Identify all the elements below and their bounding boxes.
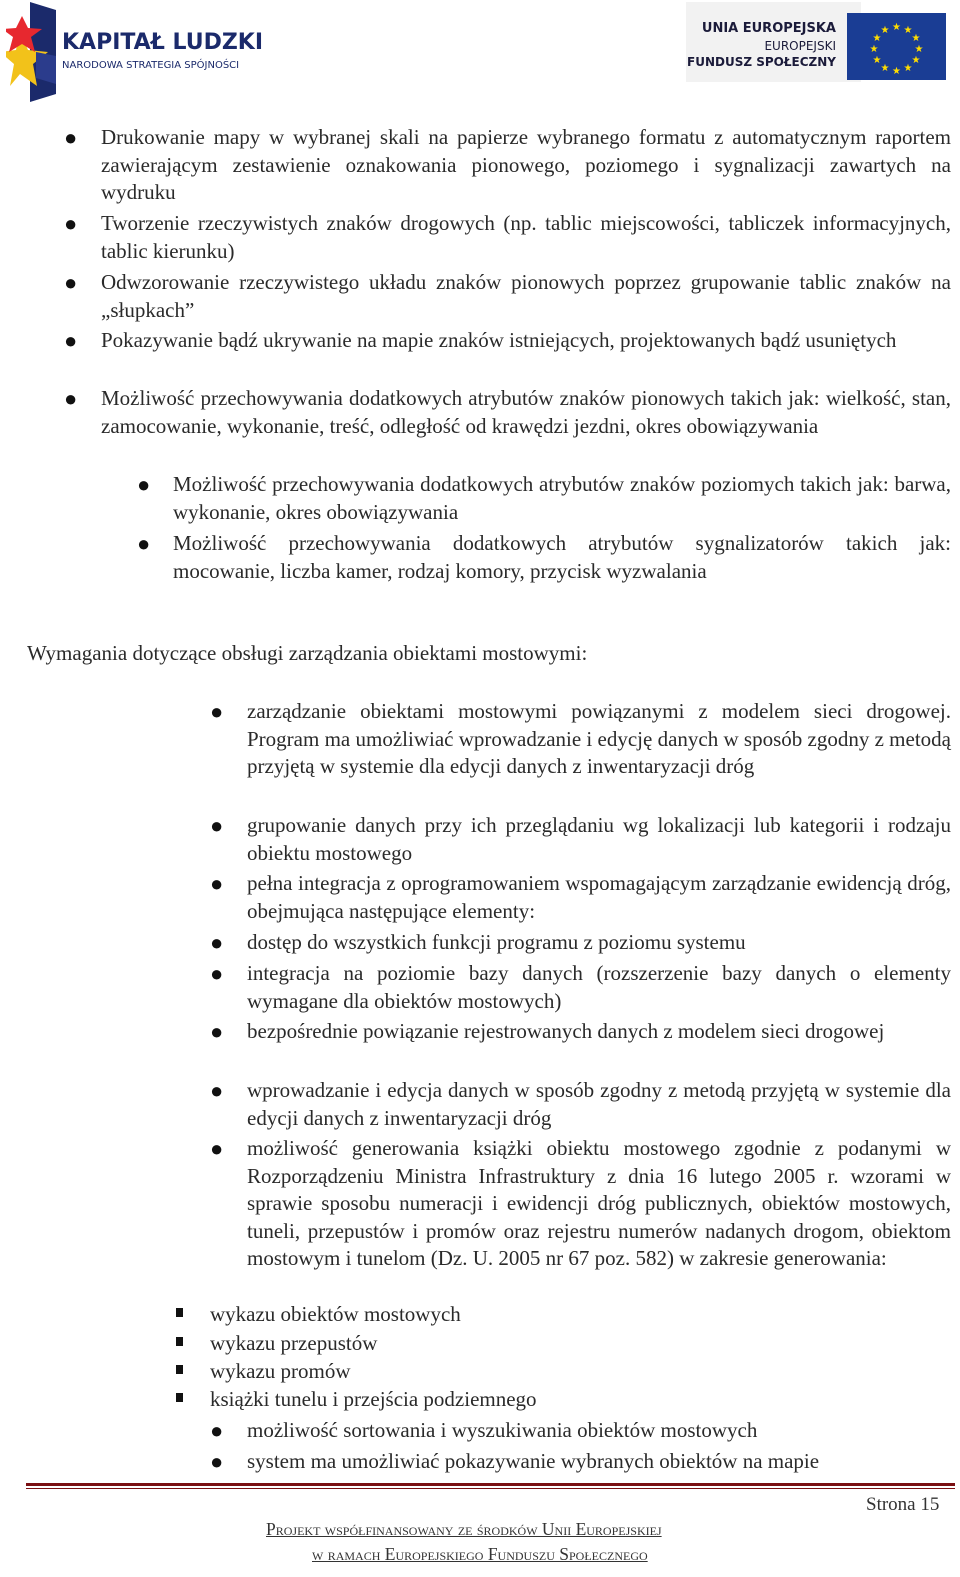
square-list-item: książki tunelu i przejścia podziemnego <box>210 1387 537 1411</box>
bullet-icon: ● <box>64 328 78 353</box>
svg-text:★: ★ <box>869 44 879 55</box>
square-list-item: wykazu przepustów <box>210 1331 378 1355</box>
list-item: Możliwość przechowywania dodatkowych atrybutów znaków pionowych takich jak: wielkość, stan, zamocowanie, wykonanie, treść, odległość od krawędzi jezdni, okres obowiązywania <box>101 386 951 438</box>
sub-list-item: Możliwość przechowywania dodatkowych atrybutów sygnalizatorów takich jak: mocowanie, liczba kamer, rodzaj komory, przycisk wyzwalania <box>173 531 951 583</box>
bullet-icon: ● <box>210 1019 224 1044</box>
square-bullet-icon <box>176 1393 183 1402</box>
bullet-icon: ● <box>210 1136 224 1161</box>
bullet-icon: ● <box>64 125 78 150</box>
eu-logo-line3: FUNDUSZ SPOŁECZNY <box>687 55 836 69</box>
bullet-icon: ● <box>210 930 224 955</box>
page-number: Strona 15 <box>866 1494 940 1515</box>
list-item: pełna integracja z oprogramowaniem wspomagającym zarządzanie ewidencją dróg, obejmująca następujące elementy: <box>247 871 951 923</box>
bullet-icon: ● <box>210 871 224 896</box>
list-item: system ma umożliwiać pokazywanie wybranych obiektów na mapie <box>247 1449 820 1473</box>
kapital-ludzki-logo <box>6 2 264 102</box>
square-bullet-icon <box>176 1308 183 1317</box>
list-item: możliwość sortowania i wyszukiwania obiektów mostowych <box>247 1418 758 1442</box>
list-item: Odwzorowanie rzeczywistego układu znaków pionowych poprzez grupowanie tablic znaków na „słupkach” <box>101 270 951 322</box>
bullet-icon: ● <box>210 699 224 724</box>
section-heading: Wymagania dotyczące obsługi zarządzania obiektami mostowymi: <box>27 641 588 665</box>
list-item: Tworzenie rzeczywistych znaków drogowych (np. tablic miejscowości, tabliczek informacyjnych, tablic kierunku) <box>101 211 951 263</box>
svg-text:★: ★ <box>911 33 921 44</box>
list-item: integracja na poziomie bazy danych (rozszerzenie bazy danych o elementy wymagane dla obiektów mostowych) <box>247 961 951 1013</box>
eu-flag-icon <box>847 13 946 80</box>
bullet-icon: ● <box>210 813 224 838</box>
eu-logo-line1: UNIA EUROPEJSKA <box>701 21 836 36</box>
svg-text:★: ★ <box>914 44 924 55</box>
bullet-icon: ● <box>137 472 151 497</box>
square-bullet-icon <box>176 1337 183 1346</box>
bullet-icon: ● <box>210 1449 224 1474</box>
svg-text:★: ★ <box>903 63 913 74</box>
square-bullet-icon <box>176 1365 183 1374</box>
svg-text:★: ★ <box>872 33 882 44</box>
kapital-ludzki-emblem-icon <box>6 2 62 102</box>
list-item: zarządzanie obiektami mostowymi powiązanymi z modelem sieci drogowej. Program ma umożliwiać wprowadzanie i edycję danych w sposób zgodny z metodą przyjętą w systemie dla edycji danych z inwentaryzacji dróg <box>247 699 951 778</box>
svg-text:★: ★ <box>892 22 901 33</box>
list-item: grupowanie danych przy ich przeglądaniu wg lokalizacji lub kategorii i rodzaju obiektu mostowego <box>247 813 951 865</box>
svg-text:★: ★ <box>903 25 913 36</box>
footer-line1: Projekt współfinansowany ze środków Unii Europejskiej <box>266 1519 662 1539</box>
svg-text:★: ★ <box>880 63 890 74</box>
footer-rule-thin <box>26 1488 955 1489</box>
square-list-item: wykazu promów <box>210 1359 351 1383</box>
bullet-icon: ● <box>64 270 78 295</box>
eu-logo <box>686 2 948 82</box>
footer-rule-thick <box>26 1483 955 1486</box>
list-item: Drukowanie mapy w wybranej skali na papierze wybranego formatu z automatycznym raportem zawierającym zestawienie oznakowania pionowego, poziomego i sygnalizacji zawartych na wydruku <box>101 125 951 204</box>
svg-text:★: ★ <box>880 25 890 36</box>
list-item: bezpośrednie powiązanie rejestrowanych danych z modelem sieci drogowej <box>247 1019 885 1043</box>
logo-title: KAPITAŁ LUDZKI <box>62 30 264 55</box>
bullet-icon: ● <box>210 1078 224 1103</box>
list-item: dostęp do wszystkich funkcji programu z poziomu systemu <box>247 930 746 954</box>
footer-line2: w ramach Europejskiego Funduszu Społecznego <box>312 1544 648 1564</box>
logo-subtitle: NARODOWA STRATEGIA SPÓJNOŚCI <box>62 60 240 71</box>
bullet-icon: ● <box>64 211 78 236</box>
bullet-icon: ● <box>64 386 78 411</box>
list-item: możliwość generowania książki obiektu mostowego zgodnie z podanymi w Rozporządzeniu Ministra Infrastruktury z dnia 16 lutego 2005 r. wzorami w sprawie sposobu numeracji i ewidencji dróg publicznych, obiektów mostowych, tuneli, przepustów i promów oraz rejestru numerów nadanych drogom, obiektom mostowym i tunelom (Dz. U. 2005 nr 67 poz. 582) w zakresie generowania: <box>247 1136 951 1270</box>
bullet-icon: ● <box>210 1418 224 1443</box>
bullet-icon: ● <box>137 531 151 556</box>
list-item: Pokazywanie bądź ukrywanie na mapie znaków istniejących, projektowanych bądź usuniętych <box>101 328 897 352</box>
list-item: wprowadzanie i edycja danych w sposób zgodny z metodą przyjętą w systemie dla edycji danych z inwentaryzacji dróg <box>247 1078 951 1130</box>
svg-text:★: ★ <box>872 55 882 66</box>
sub-list-item: Możliwość przechowywania dodatkowych atrybutów znaków poziomych takich jak: barwa, wykonanie, okres obowiązywania <box>173 472 951 524</box>
eu-logo-line2: EUROPEJSKI <box>764 39 836 53</box>
square-list-item: wykazu obiektów mostowych <box>210 1302 461 1326</box>
bullet-icon: ● <box>210 961 224 986</box>
svg-text:★: ★ <box>911 55 921 66</box>
svg-text:★: ★ <box>892 66 901 77</box>
